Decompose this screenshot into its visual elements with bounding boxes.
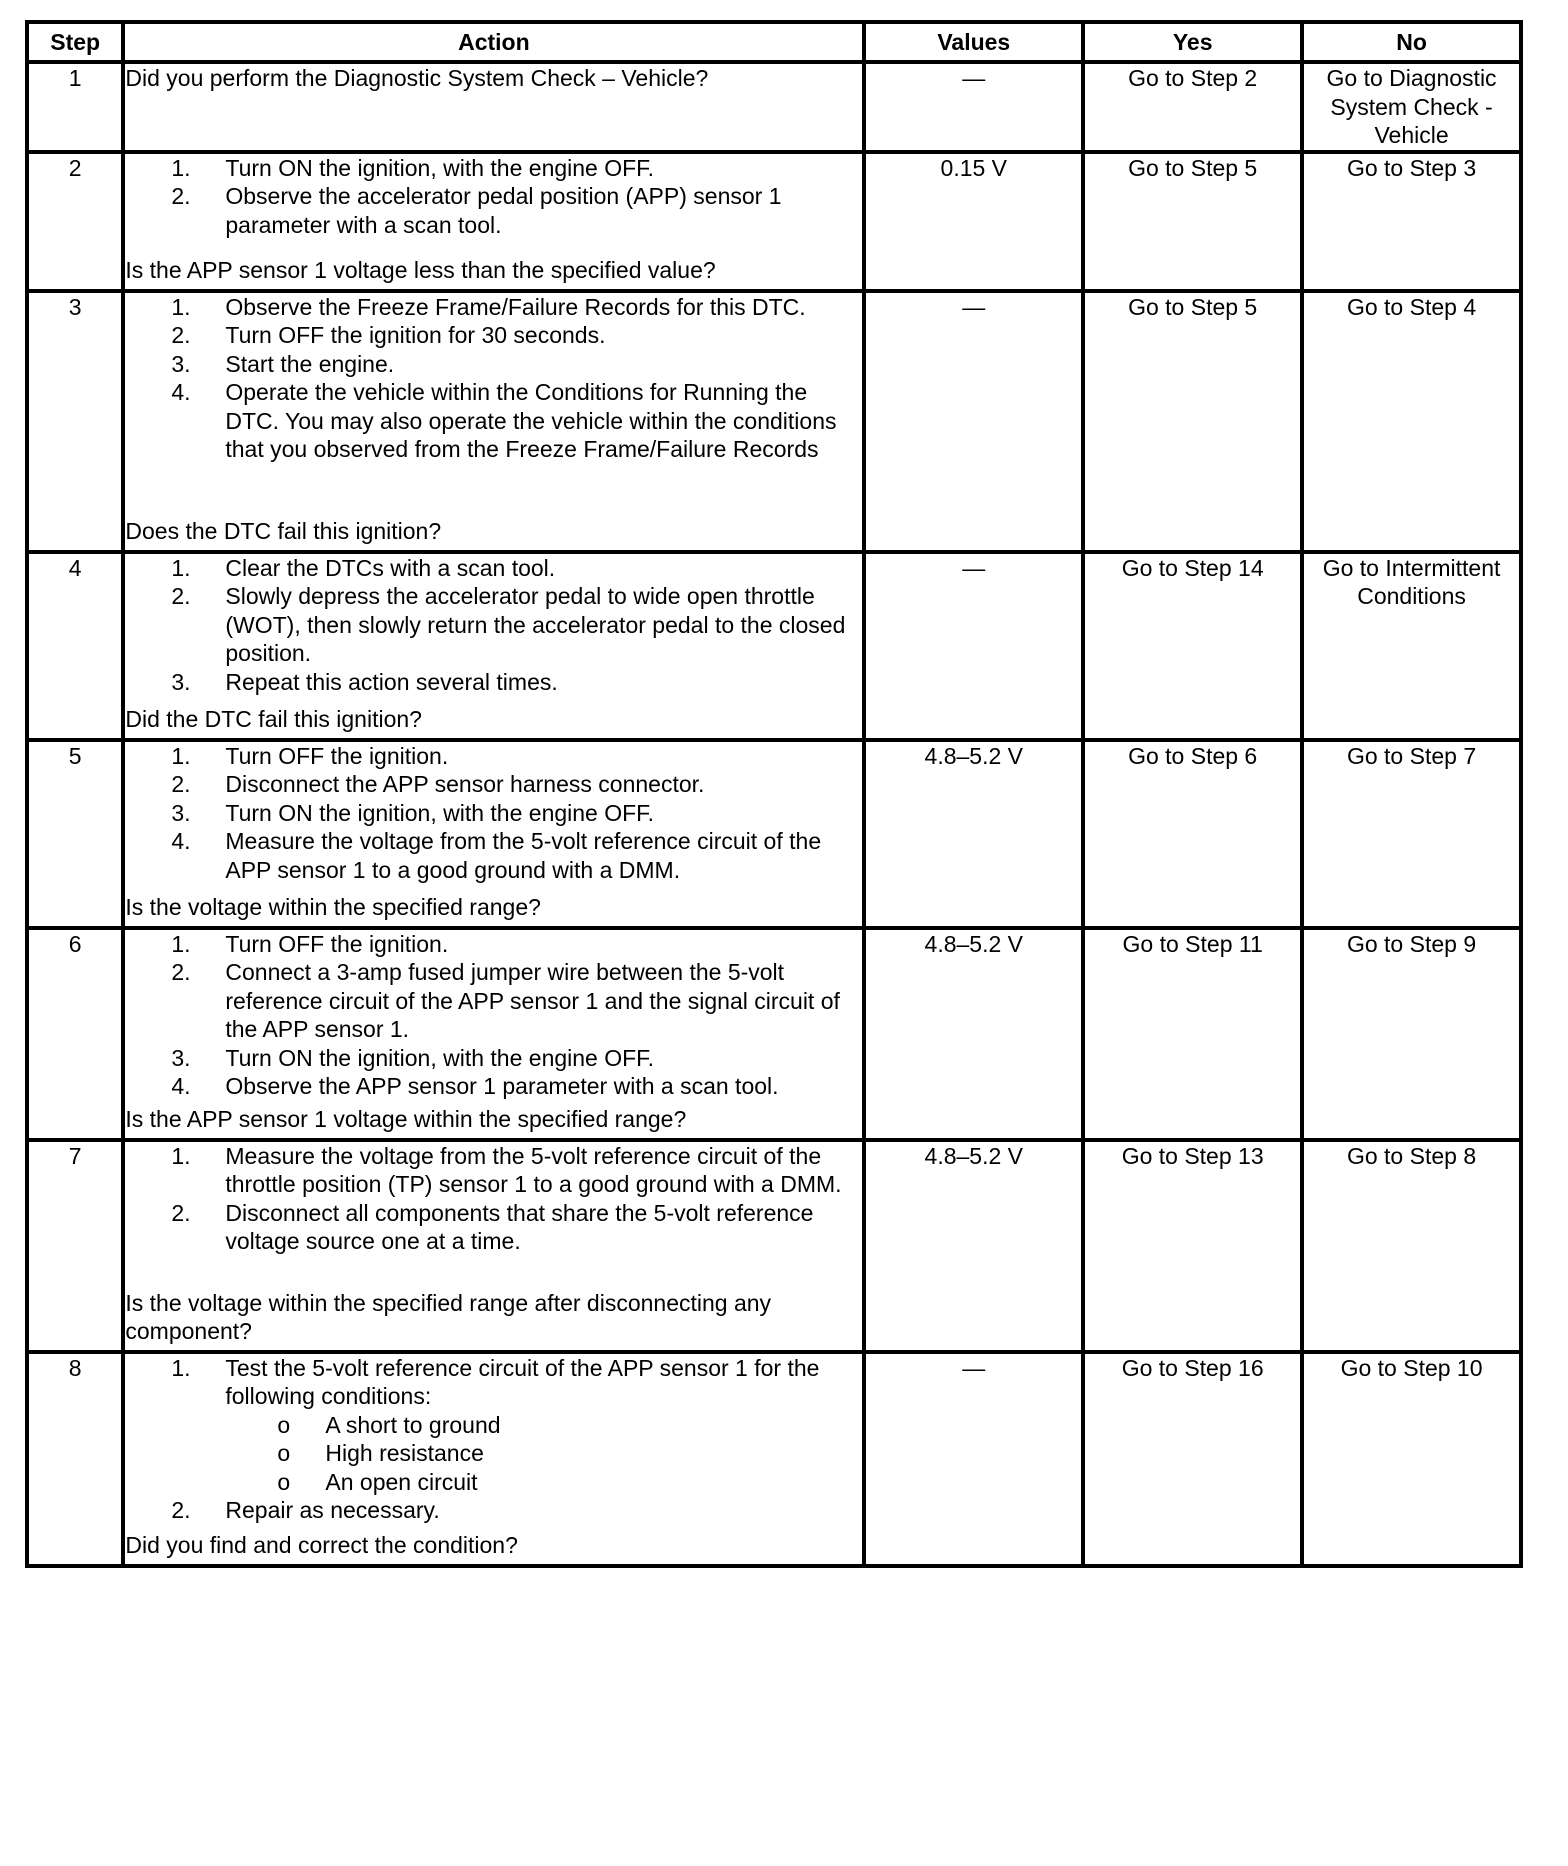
action-cell (123, 552, 864, 740)
action-content (125, 154, 862, 285)
table-row (27, 62, 1521, 152)
yes-cell: Go to Step 13 (1083, 1140, 1302, 1352)
action-cell (123, 62, 864, 152)
step-number: 7 (27, 1140, 123, 1352)
step-question: Did you find and correct the condition? (125, 1532, 518, 1558)
instruction-number: 1. (171, 1142, 191, 1169)
instruction-text: Observe the accelerator pedal position (APP) sensor 1 parameter with a scan tool. (225, 183, 782, 238)
action-content (125, 554, 862, 734)
yes-cell: Go to Step 11 (1083, 928, 1302, 1140)
instruction-item (171, 293, 862, 322)
step-question: Did you perform the Diagnostic System Check – Vehicle? (125, 65, 709, 91)
header-yes: Yes (1083, 22, 1302, 62)
table-body (27, 62, 1521, 1566)
action-content (125, 930, 862, 1134)
step-question: Is the voltage within the specified range? (125, 894, 541, 920)
instruction-text: Measure the voltage from the 5-volt reference circuit of the APP sensor 1 to a good ground with a DMM. (225, 828, 822, 883)
condition-list (225, 1411, 862, 1497)
no-cell: Go to Step 3 (1302, 152, 1521, 291)
instruction-number: 4. (171, 1073, 191, 1099)
table-row (27, 1140, 1521, 1352)
step-number: 6 (27, 928, 123, 1140)
yes-cell: Go to Step 16 (1083, 1352, 1302, 1566)
step-number: 8 (27, 1352, 123, 1566)
values-cell: — (864, 291, 1083, 552)
step-question: Is the APP sensor 1 voltage within the specified range? (125, 1106, 687, 1132)
instruction-item (171, 770, 862, 799)
values-cell: — (864, 62, 1083, 152)
instruction-text: Observe the APP sensor 1 parameter with a scan tool. (225, 1073, 779, 1099)
condition-item: o A short to ground (325, 1411, 862, 1440)
instruction-text: Connect a 3-amp fused jumper wire between the 5-volt reference circuit of the APP sensor 1 and the signal circuit of the APP sensor 1. (225, 959, 840, 1042)
step-question: Is the voltage within the specified range after disconnecting any component? (125, 1289, 772, 1344)
yes-cell: Go to Step 14 (1083, 552, 1302, 740)
yes-cell: Go to Step 6 (1083, 740, 1302, 928)
instruction-list (125, 1354, 862, 1525)
no-cell: Go to Step 10 (1302, 1352, 1521, 1566)
no-cell: Go to Intermittent Conditions (1302, 552, 1521, 740)
instruction-text: Observe the Freeze Frame/Failure Records for this DTC. (225, 293, 806, 320)
instruction-list (125, 742, 862, 885)
instruction-number: 2. (171, 1199, 191, 1226)
instruction-text: Turn OFF the ignition for 30 seconds. (225, 322, 606, 348)
action-cell (123, 1140, 864, 1352)
action-content (125, 1142, 862, 1346)
instruction-item (171, 799, 862, 828)
instruction-text: Repeat this action several times. (225, 668, 558, 695)
instruction-item (171, 350, 862, 379)
instruction-item (171, 1142, 862, 1199)
action-content (125, 293, 862, 546)
instruction-text: Slowly depress the accelerator pedal to wide open throttle (WOT), then slowly return the accelerator pedal to the closed position. (225, 583, 846, 666)
action-cell (123, 928, 864, 1140)
yes-cell: Go to Step 2 (1083, 62, 1302, 152)
instruction-item (171, 1072, 862, 1101)
header-step: Step (27, 22, 123, 62)
instruction-text: Disconnect all components that share the 5-volt reference voltage source one at a time. (225, 1199, 814, 1254)
condition-item: o High resistance (325, 1439, 862, 1468)
instruction-number: 3. (171, 350, 191, 377)
instruction-item (171, 182, 862, 239)
instruction-number: 2. (171, 183, 191, 209)
instruction-number: 3. (171, 1044, 191, 1071)
instruction-number: 1. (171, 1354, 191, 1381)
instruction-text: Disconnect the APP sensor harness connector. (225, 771, 705, 797)
instruction-number: 4. (171, 828, 191, 854)
instruction-text: Turn OFF the ignition. (225, 930, 449, 957)
instruction-list (125, 293, 862, 464)
step-question: Did the DTC fail this ignition? (125, 706, 422, 732)
step-question: Is the APP sensor 1 voltage less than the specified value? (125, 257, 716, 283)
instruction-number: 3. (171, 799, 191, 826)
table-row (27, 740, 1521, 928)
step-number: 1 (27, 62, 123, 152)
instruction-text: Clear the DTCs with a scan tool. (225, 554, 556, 581)
instruction-text: Turn ON the ignition, with the engine OFF. (225, 1044, 655, 1071)
step-number: 2 (27, 152, 123, 291)
values-cell: 0.15 V (864, 152, 1083, 291)
instruction-list (125, 1142, 862, 1256)
diagnostic-table (25, 20, 1523, 1568)
yes-cell: Go to Step 5 (1083, 152, 1302, 291)
instruction-item (171, 1354, 862, 1497)
instruction-item (171, 554, 862, 583)
no-cell: Go to Diagnostic System Check - Vehicle (1302, 62, 1521, 152)
table-row (27, 928, 1521, 1140)
instruction-item (171, 742, 862, 771)
instruction-number: 1. (171, 293, 191, 320)
no-cell: Go to Step 8 (1302, 1140, 1521, 1352)
instruction-number: 4. (171, 379, 191, 405)
instruction-number: 2. (171, 1497, 191, 1523)
header-action: Action (123, 22, 864, 62)
instruction-item (171, 378, 862, 464)
no-cell: Go to Step 7 (1302, 740, 1521, 928)
action-cell (123, 152, 864, 291)
header-values: Values (864, 22, 1083, 62)
yes-cell: Go to Step 5 (1083, 291, 1302, 552)
instruction-text: Measure the voltage from the 5-volt reference circuit of the throttle position (TP) sensor 1 to a good ground with a DMM. (225, 1142, 842, 1197)
values-cell: 4.8–5.2 V (864, 740, 1083, 928)
instruction-list (125, 930, 862, 1101)
instruction-list (125, 154, 862, 240)
action-cell (123, 740, 864, 928)
instruction-item (171, 930, 862, 959)
instruction-item (171, 827, 862, 884)
table-row (27, 152, 1521, 291)
action-cell (123, 291, 864, 552)
instruction-item (171, 958, 862, 1044)
instruction-number: 1. (171, 742, 191, 769)
instruction-item (171, 582, 862, 668)
table-row (27, 1352, 1521, 1566)
table-row (27, 291, 1521, 552)
step-number: 4 (27, 552, 123, 740)
instruction-item (171, 668, 862, 697)
values-cell: 4.8–5.2 V (864, 1140, 1083, 1352)
instruction-number: 2. (171, 583, 191, 609)
action-cell (123, 1352, 864, 1566)
condition-item: o An open circuit (325, 1468, 862, 1497)
instruction-text: Turn OFF the ignition. (225, 742, 449, 769)
header-row (27, 22, 1521, 62)
instruction-text: Start the engine. (225, 350, 395, 377)
instruction-text: Repair as necessary. (225, 1497, 440, 1523)
action-content (125, 1354, 862, 1560)
instruction-text: Turn ON the ignition, with the engine OFF. (225, 799, 655, 826)
values-cell: 4.8–5.2 V (864, 928, 1083, 1140)
instruction-item (171, 154, 862, 183)
instruction-number: 1. (171, 930, 191, 957)
step-number: 5 (27, 740, 123, 928)
header-no: No (1302, 22, 1521, 62)
instruction-item (171, 1496, 862, 1525)
step-number: 3 (27, 291, 123, 552)
no-cell: Go to Step 4 (1302, 291, 1521, 552)
instruction-number: 2. (171, 322, 191, 348)
table-row (27, 552, 1521, 740)
instruction-list (125, 554, 862, 697)
action-content (125, 64, 862, 140)
instruction-item (171, 1199, 862, 1256)
instruction-number: 2. (171, 959, 191, 985)
instruction-text: Test the 5-volt reference circuit of the APP sensor 1 for the following conditions: (225, 1354, 820, 1409)
instruction-item (171, 1044, 862, 1073)
instruction-text: Operate the vehicle within the Conditions for Running the DTC. You may also operate the vehicle within the conditions that you observed from the Freeze Frame/Failure Records (225, 379, 837, 462)
instruction-item (171, 321, 862, 350)
action-content (125, 742, 862, 922)
instruction-number: 1. (171, 154, 191, 181)
instruction-number: 1. (171, 554, 191, 581)
values-cell: — (864, 1352, 1083, 1566)
values-cell: — (864, 552, 1083, 740)
instruction-number: 2. (171, 771, 191, 797)
no-cell: Go to Step 9 (1302, 928, 1521, 1140)
instruction-number: 3. (171, 668, 191, 695)
step-question: Does the DTC fail this ignition? (125, 518, 442, 544)
instruction-text: Turn ON the ignition, with the engine OFF. (225, 154, 655, 181)
